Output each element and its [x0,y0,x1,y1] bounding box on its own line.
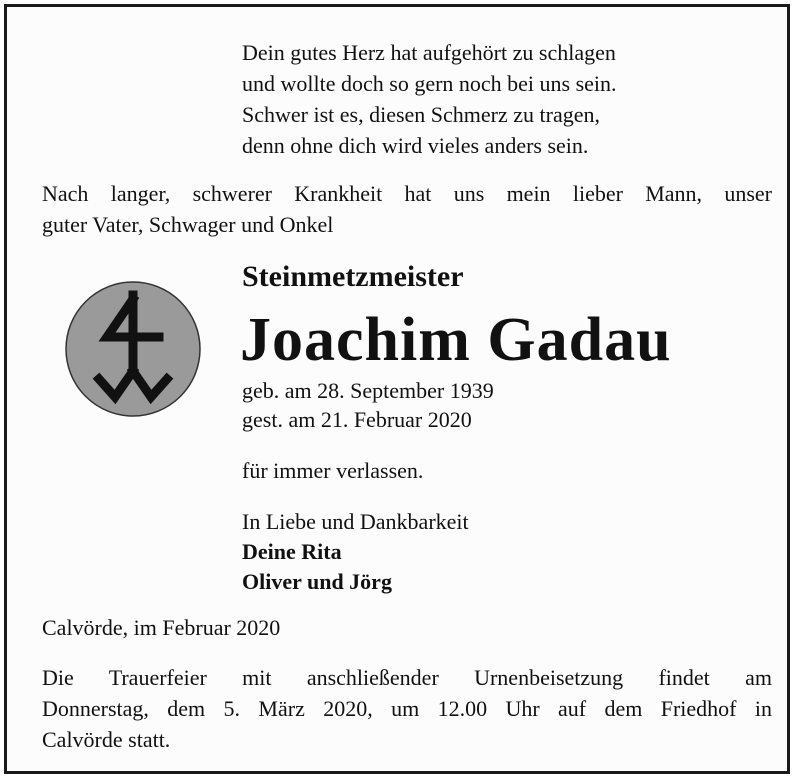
deceased-name: Joachim Gadau [240,306,672,374]
obituary-frame [4,4,790,774]
poem-line: Dein gutes Herz hat aufgehört zu schlagen [242,40,616,65]
intro-line: guter Vater, Schwager und Onkel [42,212,334,237]
death-date: gest. am 21. Februar 2020 [242,407,472,432]
birth-date: geb. am 28. September 1939 [242,378,494,403]
signature-name: Deine Rita [242,539,342,564]
intro-text [42,178,772,240]
funeral-notice [42,662,772,755]
ceremony-line: Donnerstag, dem 5. März 2020, um 12.00 Uhr auf dem Friedhof in [42,696,772,721]
signature-intro: In Liebe und Dankbarkeit [242,509,469,534]
stonemason-mark-icon [63,279,203,419]
poem-line: denn ohne dich wird vieles anders sein. [242,133,589,158]
intro-line: Nach langer, schwerer Krankheit hat uns mein lieber Mann, unser [42,181,772,206]
ceremony-line: Calvörde statt. [42,727,171,752]
memorial-poem [242,37,617,161]
poem-line: und wollte doch so gern noch bei uns sein. [242,71,617,96]
ceremony-line: Die Trauerfeier mit anschließender Urnenbeisetzung findet am [42,665,772,690]
poem-line: Schwer ist es, diesen Schmerz zu tragen, [242,102,600,127]
signature-name: Oliver und Jörg [242,569,392,594]
profession-title: Steinmetzmeister [242,260,464,293]
life-dates [242,376,494,434]
place-date: Calvörde, im Februar 2020 [42,615,281,640]
passed-away-text: für immer verlassen. [242,458,424,483]
mourners-signature [242,507,469,597]
